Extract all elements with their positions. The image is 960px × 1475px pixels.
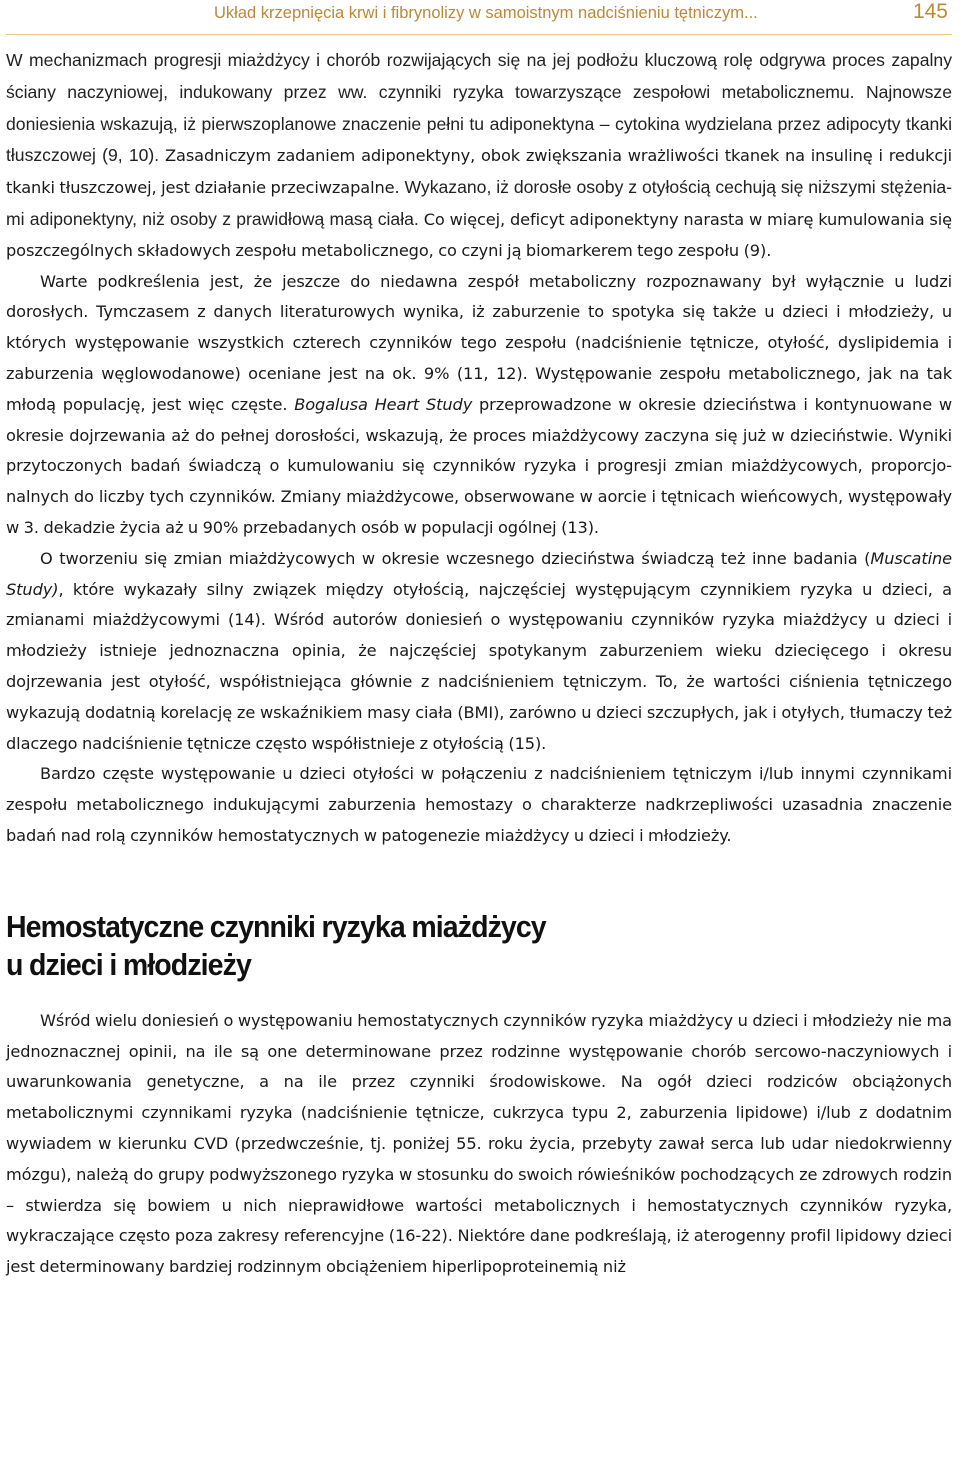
page-number: 145 (912, 0, 948, 23)
paragraph-2-study-name: Bogalusa Heart Study (294, 394, 473, 414)
paragraph-3-text-a: O tworzeniu się zmian miażdżycowych w okresie wczesnego dzieciństwa świadczą też inne badania ( (40, 548, 871, 568)
article-body (6, 45, 952, 1283)
paragraph-3 (6, 544, 952, 760)
running-header (6, 0, 952, 35)
paragraph-1-sentence-4: Co więcej, deficyt adiponektyny narasta w miarę kumulowania się poszczególnych składowych zespołu metabolicznego, co czyni ją biomarkerem tego zespołu (9). (6, 209, 953, 260)
paragraph-5: Wśród wielu doniesień o występowaniu hemostatycznych czynników ryzyka miażdżycy u dzieci i młodzieży nie ma jednoznacznej opinii, na ile są one determinowane przez rodzinne występowanie chorób sercowo-naczyniowych i uwarunkowania genetyczne, a na ile przez czynniki środowiskowe. Na ogół dzieci rodziców obciążonych metabolicznymi czynnikami ryzyka (nadciśnienie tętnicze, cukrzyca typu 2, zaburzenia lipidowe) i/lub z dodatnim wywiadem w kierunku CVD (przedwcześnie, tj. poniżej 55. roku życia, przebyty zawał serca lub udar niedokrwienny mózgu), należą do grupy podwyższonego ryzyka w stosunku do swoich rówieśników pochodzących ze zdrowych rodzin – stwierdza się bowiem u nich nieprawidłowe wartości metabolicznych i hemostatycznych czynników ryzyka, wykraczające często poza zakresy referencyjne (16-22). Niektóre dane podkreślają, iż aterogenny profil lipidowy dzieci jest determinowany bardziej rodzinnym obciążeniem hiperlipoproteinemią niż (6, 1010, 952, 1277)
section-heading-line-1: Hemostatyczne czynniki ryzyka miażdżycy (6, 908, 546, 944)
paragraph-4: Bardzo częste występowanie u dzieci otyłości w połączeniu z nadciśnieniem tętniczym i/lub innymi czynnikami zespołu metabolicznego indukującymi zaburzenia hemostazy o charakterze nadkrzepliwości uzasadnia znaczenie badań nad rolą czynników hemostatycznych w patogenezie miażdżycy u dzieci i młodzieży. (6, 764, 952, 845)
section-heading-line-2: u dzieci i młodzieży (6, 946, 251, 982)
paragraph-3-text-b: , które wykazały silny związek między otyłością, najczęściej występującym czynnikiem ryzyka u dzieci, a zmianami miażdżycowymi (14). Wśród autorów doniesień o występowaniu czynników ryzyka miażdżycy u dzieci i młodzieży istnieje jednoznaczna opinia, że najczęściej spotykanym zaburzeniem wieku dziecięcego i okresu dojrzewania jest otyłość, współistniejąca głównie z nadciśnieniem tętniczym. To, że wartości ciśnienia tętniczego wykazują dodatnią korelację ze wskaźnikiem masy ciała (BMI), zarówno u dzieci szczupłych, jak i otyłych, tłumaczy też dlaczego nadciśnienie tętnicze często współistnieje z otyłością (15). (6, 579, 952, 753)
paragraph-1-sentence-3: Wykazano, iż dorosłe osoby z otyłością cechują się niższymi stężeniami adiponektyny, niż osoby z prawidłową masą ciała. (6, 177, 952, 229)
paragraph-1-sentence-2: Zasadniczym zadaniem adiponektyny, obok zwiększania wrażliwości tkanek na insulinę i redukcji tkanki tłuszczowej, jest działanie przeciwzapalne. (6, 146, 952, 198)
paragraph-2-text-b: przeprowadzone w okresie dzieciństwa i kontynuowane w okresie dojrzewania aż do pełnej dorosłości, wskazują, że proces miażdżycowy zaczyna się już w dzieciństwie. Wyniki przytoczonych badań świadczą o kumulowaniu się czynników ryzyka i progresji zmian miażdżycowych, proporcjonalnych do liczby tych czynników. Zmiany miażdżycowe, obserwowane w aorcie i tętnicach wieńcowych, występowały w 3. dekadzie życia aż u 90% przebadanych osób w populacji ogólnej (13). (6, 394, 953, 537)
paragraph-1-intro: W mechanizmach progresji miażdżycy i chorób rozwijających się na jej podłożu kluczową rolę odgrywa proces zapalny ściany naczyniowej, indukowany przez ww. czynniki ryzyka towarzyszące zespołowi metabolicznemu. Najnowsze doniesienia wskazują, iż pierwszoplanowe znaczenie pełni tu adiponektyna – cytokina wydzielana przez adipocyty tkanki tłuszczowej (9, 10). (6, 50, 952, 166)
running-title: Układ krzepnięcia krwi i fibrynolizy w samoistnym nadciśnieniu tętniczym... (214, 4, 758, 22)
paragraph-1 (6, 45, 952, 267)
section-heading (6, 908, 876, 984)
paragraph-2-text-a: Warte podkreślenia jest, że jeszcze do niedawna zespół metaboliczny rozpoznawany był wyłącznie u ludzi dorosłych. Tymczasem z danych literaturowych wynika, iż zaburzenie to spotyka się także u dzieci i młodzieży, u których występowanie wszystkich czterech czynników tego zespołu (nadciśnienie tętnicze, otyłość, dyslipidemia i zaburzenia węglowodanowe) oceniane jest na ok. 9% (11, 12). Występowanie zespołu metabolicznego, jak na tak młodą populację, jest więc częste. (6, 271, 952, 414)
paragraph-3-study-name: Muscatine Study) (6, 548, 952, 599)
paragraph-2 (6, 267, 952, 544)
